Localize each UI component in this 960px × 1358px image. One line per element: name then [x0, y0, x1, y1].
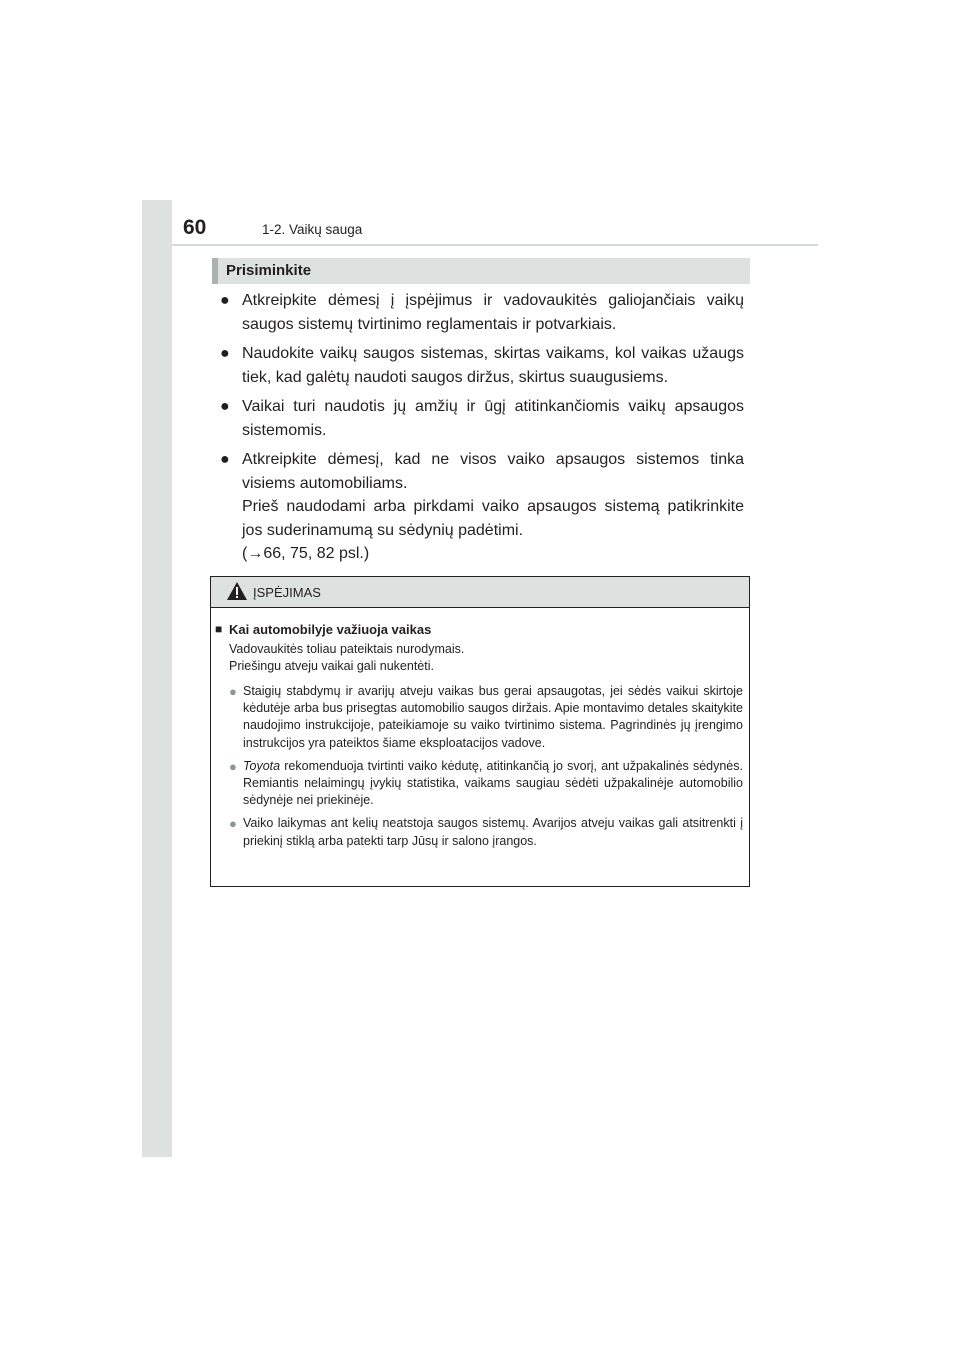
accent-bar	[212, 258, 218, 284]
list-item-text: Vaiko laikymas ant kelių neatstoja saugos sistemų. Avarijos atveju vaikas gali atsitrenkti į priekinį stiklą arba patekti tarp Jūsų ir salono įrangos.	[243, 816, 743, 848]
warning-intro-line: Vadovaukitės toliau pateiktais nurodymais.	[229, 642, 465, 656]
list-item-text: Atkreipkite dėmesį, kad ne visos vaiko apsaugos sistemos tinka visiems automobiliams.	[242, 451, 744, 492]
warning-box	[210, 576, 750, 887]
list-item-text: rekomenduoja tvirtinti vaiko kėdutę, atitinkančią jo svorį, ant užpakalinės sėdynės. Remiantis nelaimingų įvykių statistika, vaikams saugiau sėdėti užpakalinėje automobilio sėdynėje nei priekinėje.	[243, 758, 743, 808]
bullet-icon: ●	[229, 684, 237, 699]
section-title: 1-2. Vaikų sauga	[262, 222, 363, 237]
remember-header	[212, 258, 750, 284]
warning-triangle-icon	[226, 581, 248, 606]
bullet-icon: ●	[229, 758, 237, 774]
list-item	[220, 448, 744, 566]
list-item-text: Atkreipkite dėmesį į įspėjimus ir vadovaukitės galiojančiais vaikų saugos sistemų tvirtinimo reglamentais ir potvarkiais.	[242, 292, 744, 333]
list-item	[229, 815, 743, 849]
bullet-icon: ●	[220, 451, 230, 468]
list-item-text: Prieš naudodami arba pirkdami vaiko apsaugos sistemą patikrinkite jos suderinamumą su sėdynių padėtimi.	[242, 498, 744, 539]
header-rule	[172, 244, 818, 246]
list-item	[220, 395, 744, 442]
list-item	[220, 342, 744, 389]
list-item-text: Staigių stabdymų ir avarijų atveju vaikas bus gerai apsaugotas, jei sėdės vaikui skirtoje kėdutėje arba bus prisegtas automobilio saugos diržais. Apie montavimo detales skaitykite naudojimo instrukcijoje, pateikiamoje su vaiko tvirtinimo sistema. Pagrindinės jų įrengimo instrukcijos yra pateiktos šiame eksploatacijos vadove.	[243, 684, 743, 750]
page-number: 60	[183, 216, 207, 239]
warning-subheading-text: Kai automobilyje važiuoja vaikas	[229, 622, 432, 637]
brand-name: Toyota	[243, 758, 281, 773]
list-item-text: Vaikai turi naudotis jų amžių ir ūgį atitinkančiomis vaikų apsaugos sistemomis.	[242, 398, 744, 439]
remember-title: Prisiminkite	[226, 262, 312, 279]
page-reference: (→66, 75, 82 psl.)	[242, 545, 370, 562]
warning-title: ĮSPĖJIMAS	[253, 585, 321, 600]
bullet-icon: ●	[220, 398, 230, 415]
list-item	[229, 758, 743, 810]
list-item	[229, 683, 743, 752]
warning-subheading	[215, 622, 743, 637]
bullet-icon: ●	[229, 816, 237, 832]
bullet-icon: ●	[220, 292, 230, 309]
warning-intro-line: Priešingu atveju vaikai gali nukentėti.	[229, 659, 434, 673]
warning-body	[211, 608, 749, 850]
list-item-text: Naudokite vaikų saugos sistemas, skirtas vaikams, kol vaikas užaugs tiek, kad galėtų naudoti saugos diržus, skirtus suaugusiems.	[242, 345, 744, 386]
warning-header	[211, 577, 749, 608]
list-item	[220, 289, 744, 336]
warning-intro	[215, 641, 743, 675]
square-bullet-icon: ■	[215, 622, 223, 636]
warning-list	[215, 683, 743, 850]
side-strip	[142, 200, 172, 1157]
bullet-icon: ●	[220, 345, 230, 362]
remember-list	[220, 289, 744, 572]
